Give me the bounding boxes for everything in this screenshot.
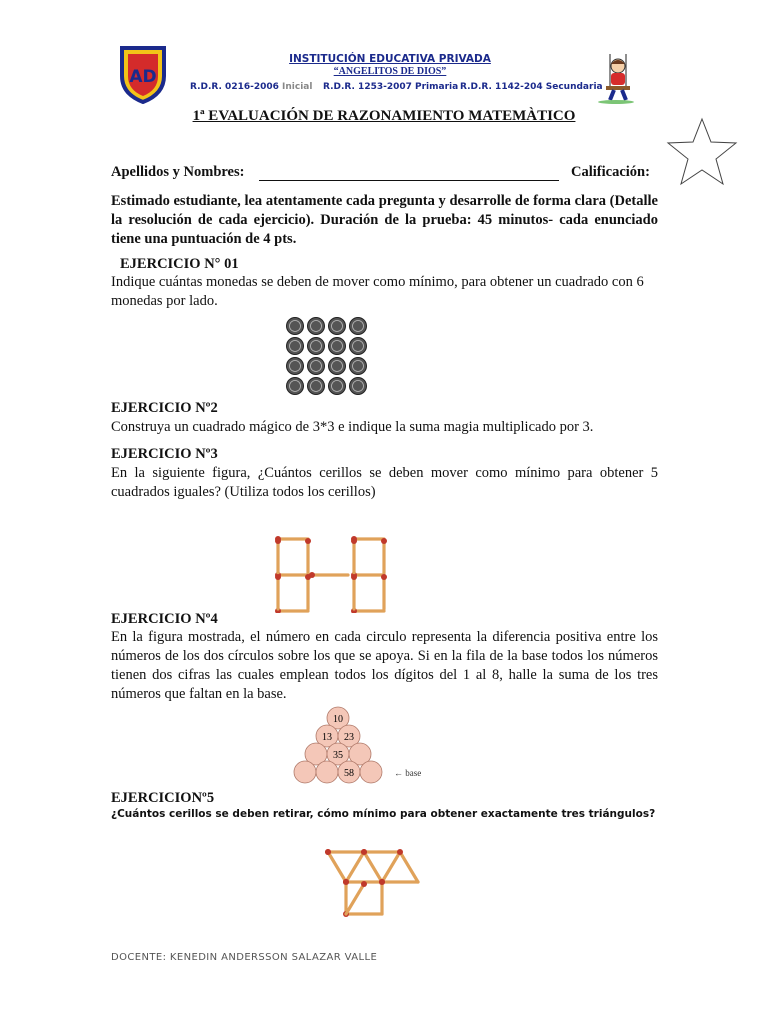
name-label: Apellidos y Nombres: (111, 164, 245, 180)
rdr-inicial-code: R.D.R. 0216-2006 (190, 82, 279, 92)
exercise-1-title: EJERCICIO N° 01 (120, 256, 239, 272)
matchstick (275, 538, 281, 573)
coin (287, 338, 304, 355)
exercise-1-text: Indique cuántas monedas se deben de mover como mínimo, para obtener un cuadrado con 6 monedas por lado. (111, 274, 644, 309)
exercise-5-title: EJERCICIONº5 (111, 790, 215, 806)
matchstick (325, 849, 346, 882)
pyramid-base-label: ← base (394, 768, 422, 778)
exercise-4-title: EJERCICIO Nº4 (111, 611, 218, 627)
coin (308, 378, 325, 395)
matchsticks-triangles-figure (322, 842, 434, 922)
pyramid-value-row2-right: 23 (344, 732, 354, 743)
matchstick (309, 572, 348, 578)
rdr-secundaria: R.D.R. 1142-204 Secundaria (460, 82, 603, 92)
coin (329, 338, 346, 355)
coin (329, 318, 346, 335)
exercise-2-text: Construya un cuadrado mágico de 3*3 e indique la suma magia multiplicado por 3. (111, 419, 594, 435)
exercise-2-title: EJERCICIO Nº2 (111, 400, 218, 416)
teacher-name-footer: DOCENTE: KENEDIN ANDERSSON SALAZAR VALLE (111, 952, 378, 963)
pyramid-value-row3-mid: 35 (333, 750, 343, 761)
coin (287, 358, 304, 375)
coin (287, 318, 304, 335)
pyramid-value-top: 10 (333, 714, 343, 725)
coin (287, 378, 304, 395)
matchstick (397, 849, 418, 882)
coin (308, 358, 325, 375)
coin (350, 338, 367, 355)
rdr-primaria: R.D.R. 1253-2007 Primaria (323, 82, 459, 92)
matchstick (351, 538, 357, 573)
instructions-paragraph: Estimado estudiante, lea atentamente cada pregunta y desarrolle de forma clara (Detalle la resolución de cada ejercicio). Duración de la prueba: 45 minutos- cada enunciado tiene una puntuación de 4 pts. (111, 193, 658, 247)
matchstick (275, 608, 308, 613)
coin (350, 318, 367, 335)
grade-star-box (666, 116, 738, 188)
matchstick (275, 574, 281, 609)
matchstick (305, 574, 311, 609)
exercise-4-text: En la figura mostrada, el número en cada circulo representa la diferencia positiva entre los números de los dos círculos sobre los que se apoya. Si en la fila de la base todos los números tienen dos cifras las cuales emplean todos los dígitos del 1 al 8, halle la suma de los tres números que faltan en la base. (111, 629, 658, 702)
number-pyramid-figure (286, 704, 436, 786)
pyramid-value-row2-left: 13 (322, 732, 332, 743)
coin (350, 358, 367, 375)
coin (308, 318, 325, 335)
exercise-3-title: EJERCICIO Nº3 (111, 446, 218, 462)
page-title: 1ª EVALUACIÓN DE RAZONAMIENTO MATEMÀTICO (192, 108, 576, 124)
coin (350, 378, 367, 395)
logo-letters: AD (129, 67, 157, 87)
coin (329, 378, 346, 395)
matchstick (381, 574, 387, 609)
institution-name: INSTITUCIÓN EDUCATIVA PRIVADA (289, 53, 491, 65)
matchsticks-squares-figure (272, 533, 390, 613)
rdr-inicial (190, 82, 312, 92)
matchstick (346, 881, 367, 914)
coin (329, 358, 346, 375)
grade-label: Calificación: (571, 164, 650, 180)
pyramid-value-base: 58 (344, 768, 354, 779)
rdr-inicial-level: Inicial (282, 82, 313, 92)
matchstick (351, 574, 357, 609)
institution-motto: “ANGELITOS DE DIOS” (333, 66, 447, 77)
matchstick (379, 879, 385, 914)
name-input-line[interactable] (259, 164, 559, 181)
coins-grid-figure (285, 316, 369, 396)
matchstick (361, 849, 382, 882)
school-logo-shield (118, 44, 168, 104)
coin (308, 338, 325, 355)
exercise-3-text: En la siguiente figura, ¿Cuántos cerillos se deben mover como mínimo para obtener 5 cuadrados iguales? (Utiliza todos los cerillos) (111, 465, 658, 500)
exercise-5-text: ¿Cuántos cerillos se deben retirar, cómo mínimo para obtener exactamente tres triángulos? (111, 808, 656, 820)
matchstick (305, 538, 311, 573)
matchstick (381, 538, 387, 573)
child-swing-illustration (596, 52, 642, 104)
matchstick (351, 608, 384, 613)
